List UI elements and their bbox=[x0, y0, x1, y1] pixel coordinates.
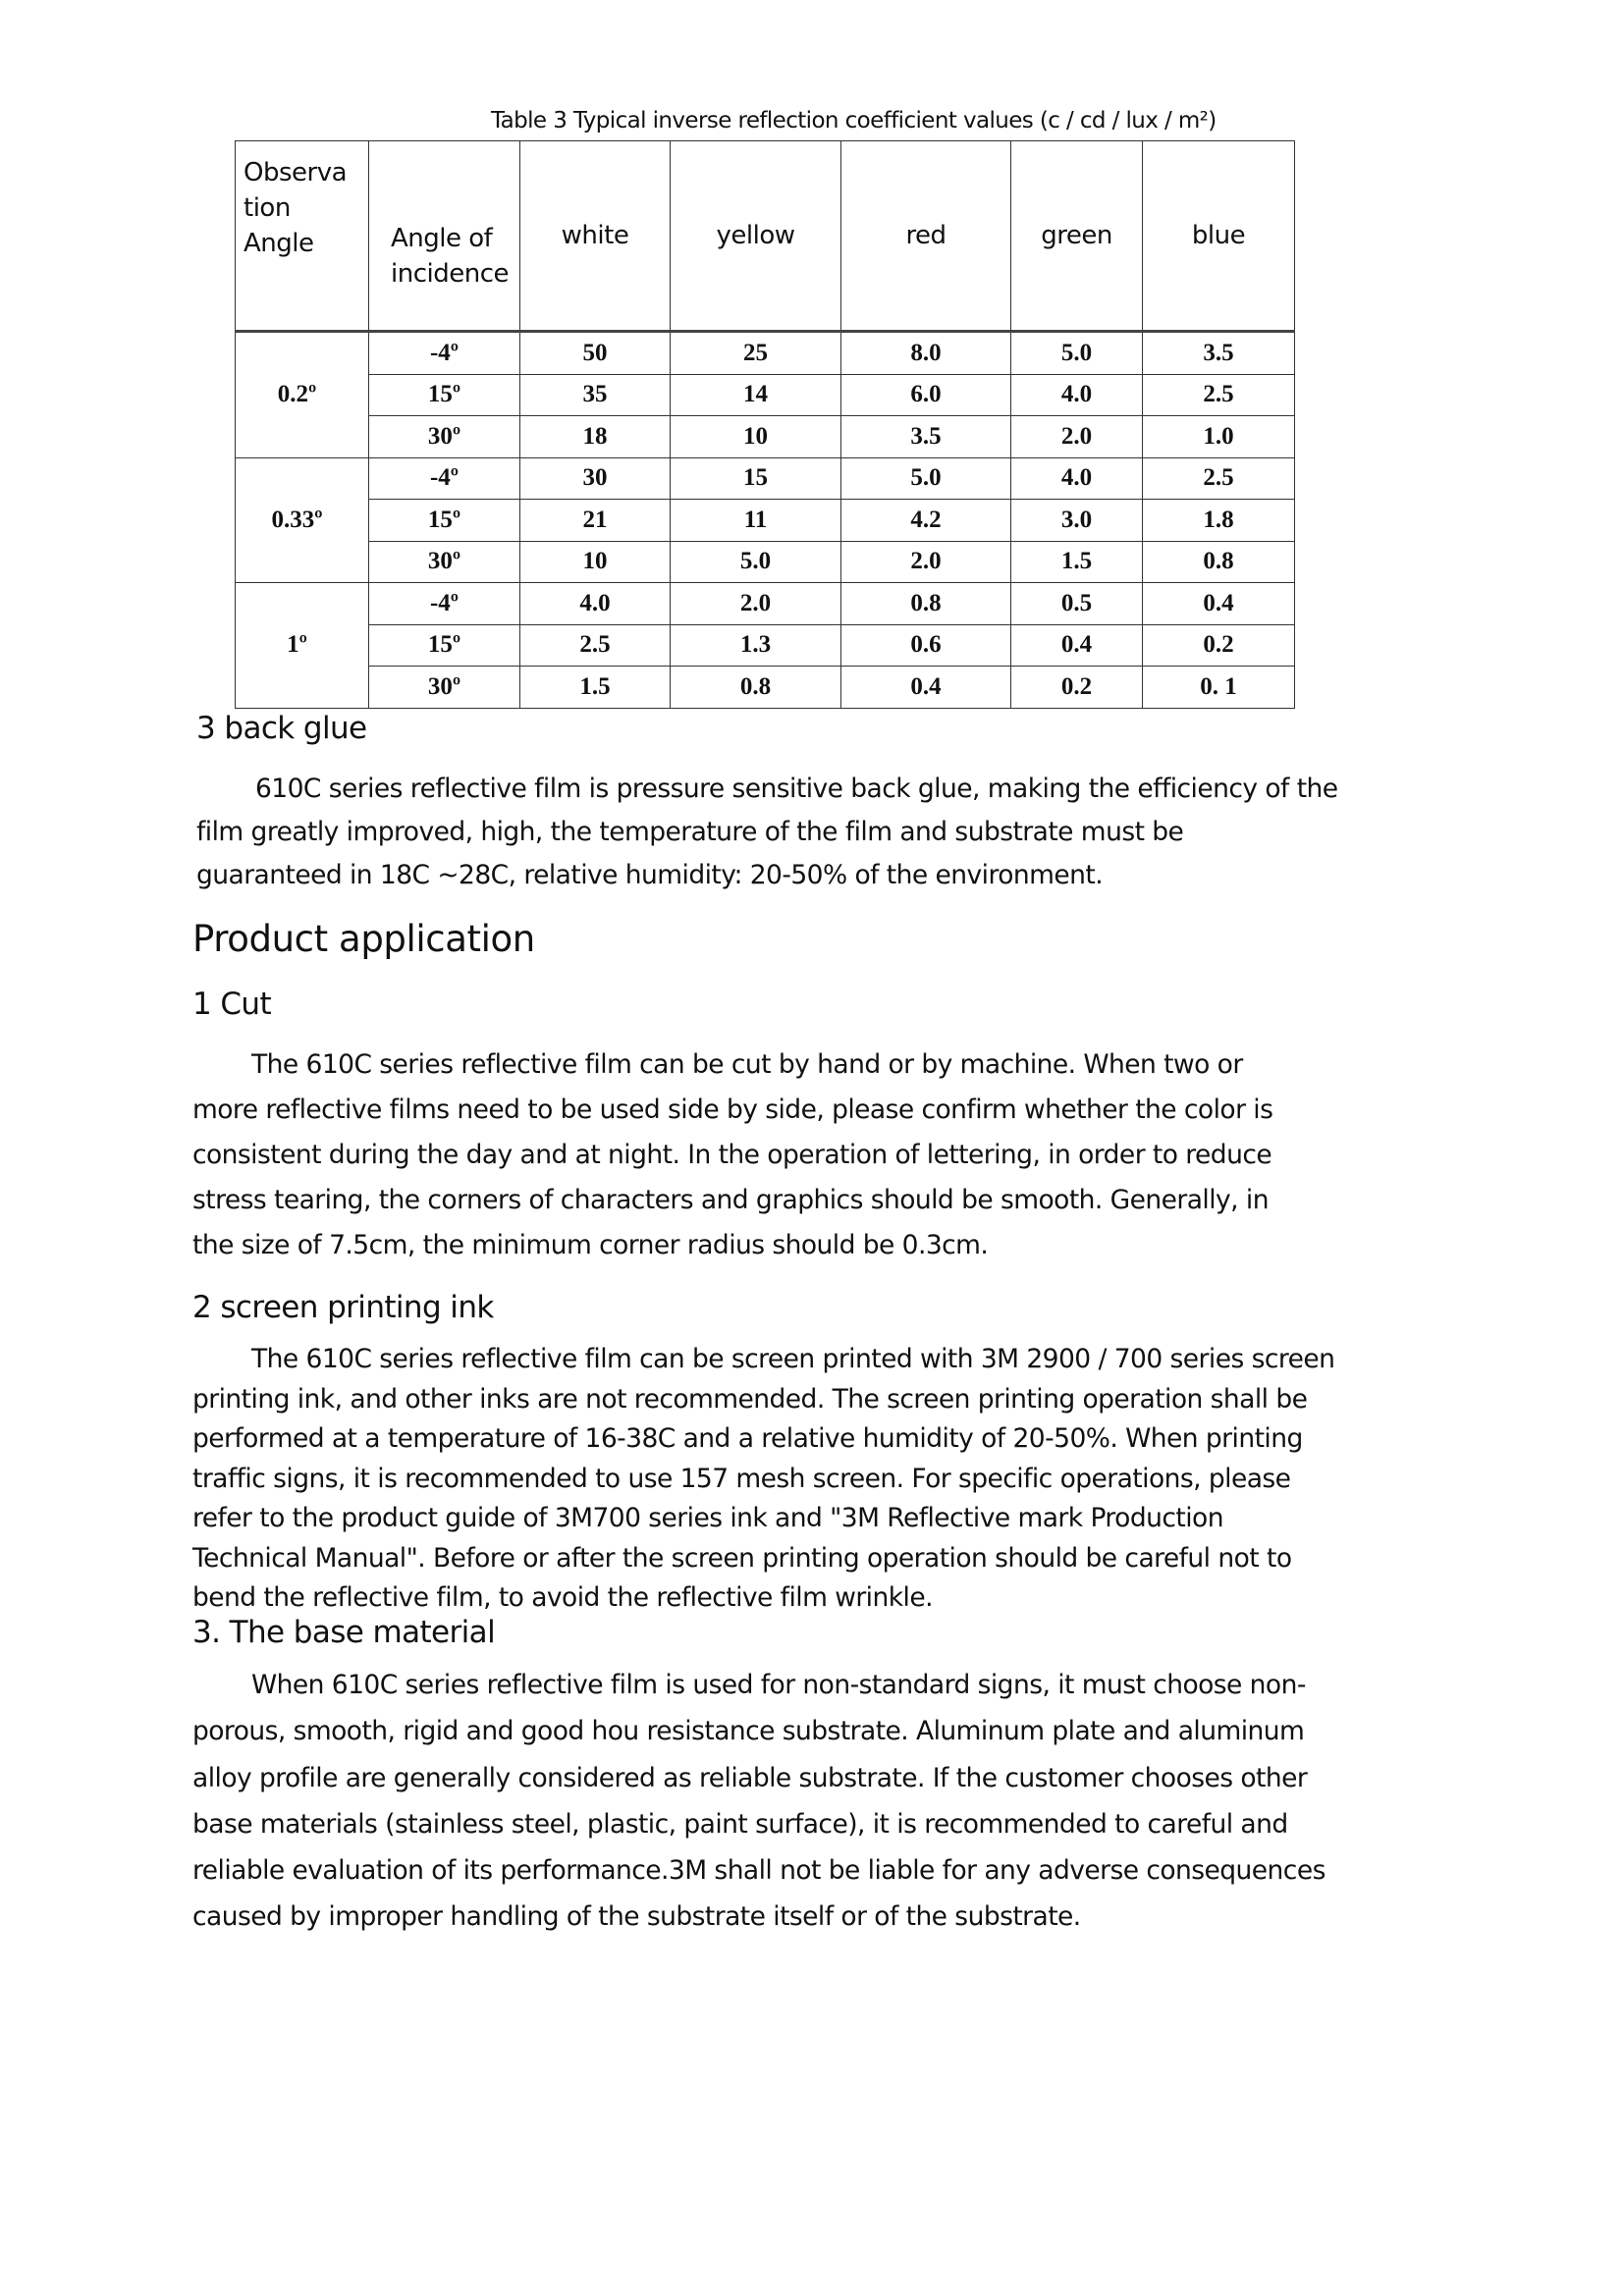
incidence-angle-cell: 15º bbox=[369, 374, 520, 416]
text-line: porous, smooth, rigid and good hou resistance substrate. Aluminum plate and aluminum bbox=[192, 1716, 1305, 1747]
text-line: guaranteed in 18C ~28C, relative humidity: 20-50% of the environment. bbox=[196, 860, 1104, 890]
text-line: refer to the product guide of 3M700 series ink and "3M Reflective mark Production bbox=[192, 1503, 1223, 1533]
text-line: base materials (stainless steel, plastic, paint surface), it is recommended to careful and bbox=[192, 1808, 1288, 1840]
text-line: stress tearing, the corners of characters and graphics should be smooth. Generally, in bbox=[192, 1185, 1269, 1215]
coefficient-cell-white: 2.5 bbox=[520, 624, 671, 667]
table-row bbox=[236, 457, 1295, 500]
reflection-coefficient-table bbox=[235, 140, 1295, 709]
coefficient-cell-white: 10 bbox=[520, 541, 671, 583]
coefficient-cell-green: 0.4 bbox=[1011, 624, 1143, 667]
coefficient-cell-yellow: 5.0 bbox=[671, 541, 841, 583]
coefficient-cell-red: 0.8 bbox=[841, 583, 1011, 625]
observation-angle-cell: 0.2º bbox=[236, 332, 369, 458]
header-text: incidence bbox=[391, 259, 509, 289]
coefficient-cell-blue: 1.0 bbox=[1143, 416, 1295, 458]
incidence-angle-cell: 30º bbox=[369, 416, 520, 458]
table-row bbox=[236, 332, 1295, 375]
coefficient-cell-yellow: 11 bbox=[671, 500, 841, 542]
header-green: green bbox=[1011, 141, 1143, 332]
header-angle-of-incidence bbox=[369, 141, 520, 332]
text-line: The 610C series reflective film can be cut by hand or by machine. When two or bbox=[251, 1049, 1243, 1080]
paragraph-cut bbox=[192, 1042, 1272, 1268]
coefficient-cell-red: 0.4 bbox=[841, 667, 1011, 709]
table-row bbox=[236, 583, 1295, 625]
coefficient-cell-green: 0.2 bbox=[1011, 667, 1143, 709]
incidence-angle-cell: -4º bbox=[369, 583, 520, 625]
table-row bbox=[236, 624, 1295, 667]
coefficient-cell-white: 35 bbox=[520, 374, 671, 416]
coefficient-cell-green: 5.0 bbox=[1011, 332, 1143, 375]
coefficient-cell-yellow: 15 bbox=[671, 457, 841, 500]
text-line: performed at a temperature of 16-38C and a relative humidity of 20-50%. When printing bbox=[192, 1423, 1303, 1454]
coefficient-cell-yellow: 1.3 bbox=[671, 624, 841, 667]
text-line: more reflective films need to be used side by side, please confirm whether the color is bbox=[192, 1095, 1273, 1125]
coefficient-cell-red: 4.2 bbox=[841, 500, 1011, 542]
section-heading-base-material: 3. The base material bbox=[192, 1615, 496, 1650]
table-header-row bbox=[236, 141, 1295, 332]
coefficient-cell-red: 3.5 bbox=[841, 416, 1011, 458]
coefficient-cell-yellow: 14 bbox=[671, 374, 841, 416]
table-row bbox=[236, 541, 1295, 583]
coefficient-cell-blue: 0.2 bbox=[1143, 624, 1295, 667]
text-line: traffic signs, it is recommended to use 157 mesh screen. For specific operations, please bbox=[192, 1463, 1291, 1494]
text-line: reliable evaluation of its performance.3M shall not be liable for any adverse consequences bbox=[192, 1855, 1325, 1887]
coefficient-cell-blue: 2.5 bbox=[1143, 374, 1295, 416]
table-row bbox=[236, 500, 1295, 542]
paragraph-screen-printing bbox=[192, 1340, 1334, 1619]
coefficient-cell-blue: 0. 1 bbox=[1143, 667, 1295, 709]
coefficient-cell-blue: 1.8 bbox=[1143, 500, 1295, 542]
coefficient-cell-white: 21 bbox=[520, 500, 671, 542]
observation-angle-cell: 0.33º bbox=[236, 457, 369, 583]
text-line: film greatly improved, high, the temperature of the film and substrate must be bbox=[196, 817, 1184, 847]
header-observation-angle bbox=[236, 141, 369, 332]
coefficient-cell-blue: 0.4 bbox=[1143, 583, 1295, 625]
coefficient-cell-yellow: 2.0 bbox=[671, 583, 841, 625]
header-blue: blue bbox=[1143, 141, 1295, 332]
coefficient-cell-red: 8.0 bbox=[841, 332, 1011, 375]
table-caption: Table 3 Typical inverse reflection coefficient values (c / cd / lux / m²) bbox=[491, 108, 1217, 133]
table-body bbox=[236, 332, 1295, 709]
header-text: Angle of bbox=[391, 224, 493, 253]
header-text: Angle bbox=[243, 229, 314, 258]
coefficient-cell-green: 4.0 bbox=[1011, 374, 1143, 416]
observation-angle-cell: 1º bbox=[236, 583, 369, 709]
incidence-angle-cell: -4º bbox=[369, 457, 520, 500]
coefficient-cell-white: 4.0 bbox=[520, 583, 671, 625]
header-red: red bbox=[841, 141, 1011, 332]
coefficient-cell-yellow: 0.8 bbox=[671, 667, 841, 709]
text-line: The 610C series reflective film can be screen printed with 3M 2900 / 700 series screen bbox=[251, 1344, 1335, 1374]
coefficient-cell-red: 0.6 bbox=[841, 624, 1011, 667]
coefficient-cell-green: 1.5 bbox=[1011, 541, 1143, 583]
text-line: consistent during the day and at night. In the operation of lettering, in order to reduce bbox=[192, 1140, 1272, 1170]
coefficient-cell-white: 1.5 bbox=[520, 667, 671, 709]
coefficient-cell-yellow: 10 bbox=[671, 416, 841, 458]
coefficient-cell-blue: 0.8 bbox=[1143, 541, 1295, 583]
paragraph-back-glue bbox=[196, 768, 1338, 897]
section-heading-product-application: Product application bbox=[192, 918, 535, 960]
coefficient-cell-yellow: 25 bbox=[671, 332, 841, 375]
text-line: bend the reflective film, to avoid the reflective film wrinkle. bbox=[192, 1582, 933, 1613]
header-text: tion bbox=[243, 193, 291, 223]
table-row bbox=[236, 667, 1295, 709]
coefficient-cell-green: 4.0 bbox=[1011, 457, 1143, 500]
coefficient-cell-white: 18 bbox=[520, 416, 671, 458]
section-heading-screen-printing: 2 screen printing ink bbox=[192, 1290, 494, 1325]
text-line: When 610C series reflective film is used for non-standard signs, it must choose non- bbox=[251, 1670, 1306, 1700]
coefficient-cell-green: 2.0 bbox=[1011, 416, 1143, 458]
coefficient-cell-green: 0.5 bbox=[1011, 583, 1143, 625]
header-text: Observa bbox=[243, 158, 348, 187]
coefficient-cell-blue: 3.5 bbox=[1143, 332, 1295, 375]
section-heading-back-glue: 3 back glue bbox=[196, 711, 367, 746]
text-line: printing ink, and other inks are not recommended. The screen printing operation shall be bbox=[192, 1383, 1308, 1415]
coefficient-cell-red: 6.0 bbox=[841, 374, 1011, 416]
incidence-angle-cell: 15º bbox=[369, 624, 520, 667]
header-yellow: yellow bbox=[671, 141, 841, 332]
text-line: 610C series reflective film is pressure sensitive back glue, making the efficiency of the bbox=[255, 774, 1338, 804]
incidence-angle-cell: 30º bbox=[369, 541, 520, 583]
coefficient-cell-white: 50 bbox=[520, 332, 671, 375]
coefficient-cell-white: 30 bbox=[520, 457, 671, 500]
coefficient-cell-red: 2.0 bbox=[841, 541, 1011, 583]
coefficient-cell-green: 3.0 bbox=[1011, 500, 1143, 542]
coefficient-cell-red: 5.0 bbox=[841, 457, 1011, 500]
header-white: white bbox=[520, 141, 671, 332]
coefficient-cell-blue: 2.5 bbox=[1143, 457, 1295, 500]
paragraph-base-material bbox=[192, 1662, 1325, 1941]
table-row bbox=[236, 374, 1295, 416]
section-heading-cut: 1 Cut bbox=[192, 987, 272, 1022]
text-line: alloy profile are generally considered as reliable substrate. If the customer chooses other bbox=[192, 1762, 1308, 1793]
incidence-angle-cell: 15º bbox=[369, 500, 520, 542]
incidence-angle-cell: -4º bbox=[369, 332, 520, 375]
incidence-angle-cell: 30º bbox=[369, 667, 520, 709]
table-row bbox=[236, 416, 1295, 458]
text-line: the size of 7.5cm, the minimum corner radius should be 0.3cm. bbox=[192, 1230, 989, 1260]
text-line: Technical Manual". Before or after the screen printing operation should be careful not to bbox=[192, 1542, 1292, 1574]
text-line: caused by improper handling of the substrate itself or of the substrate. bbox=[192, 1901, 1081, 1933]
